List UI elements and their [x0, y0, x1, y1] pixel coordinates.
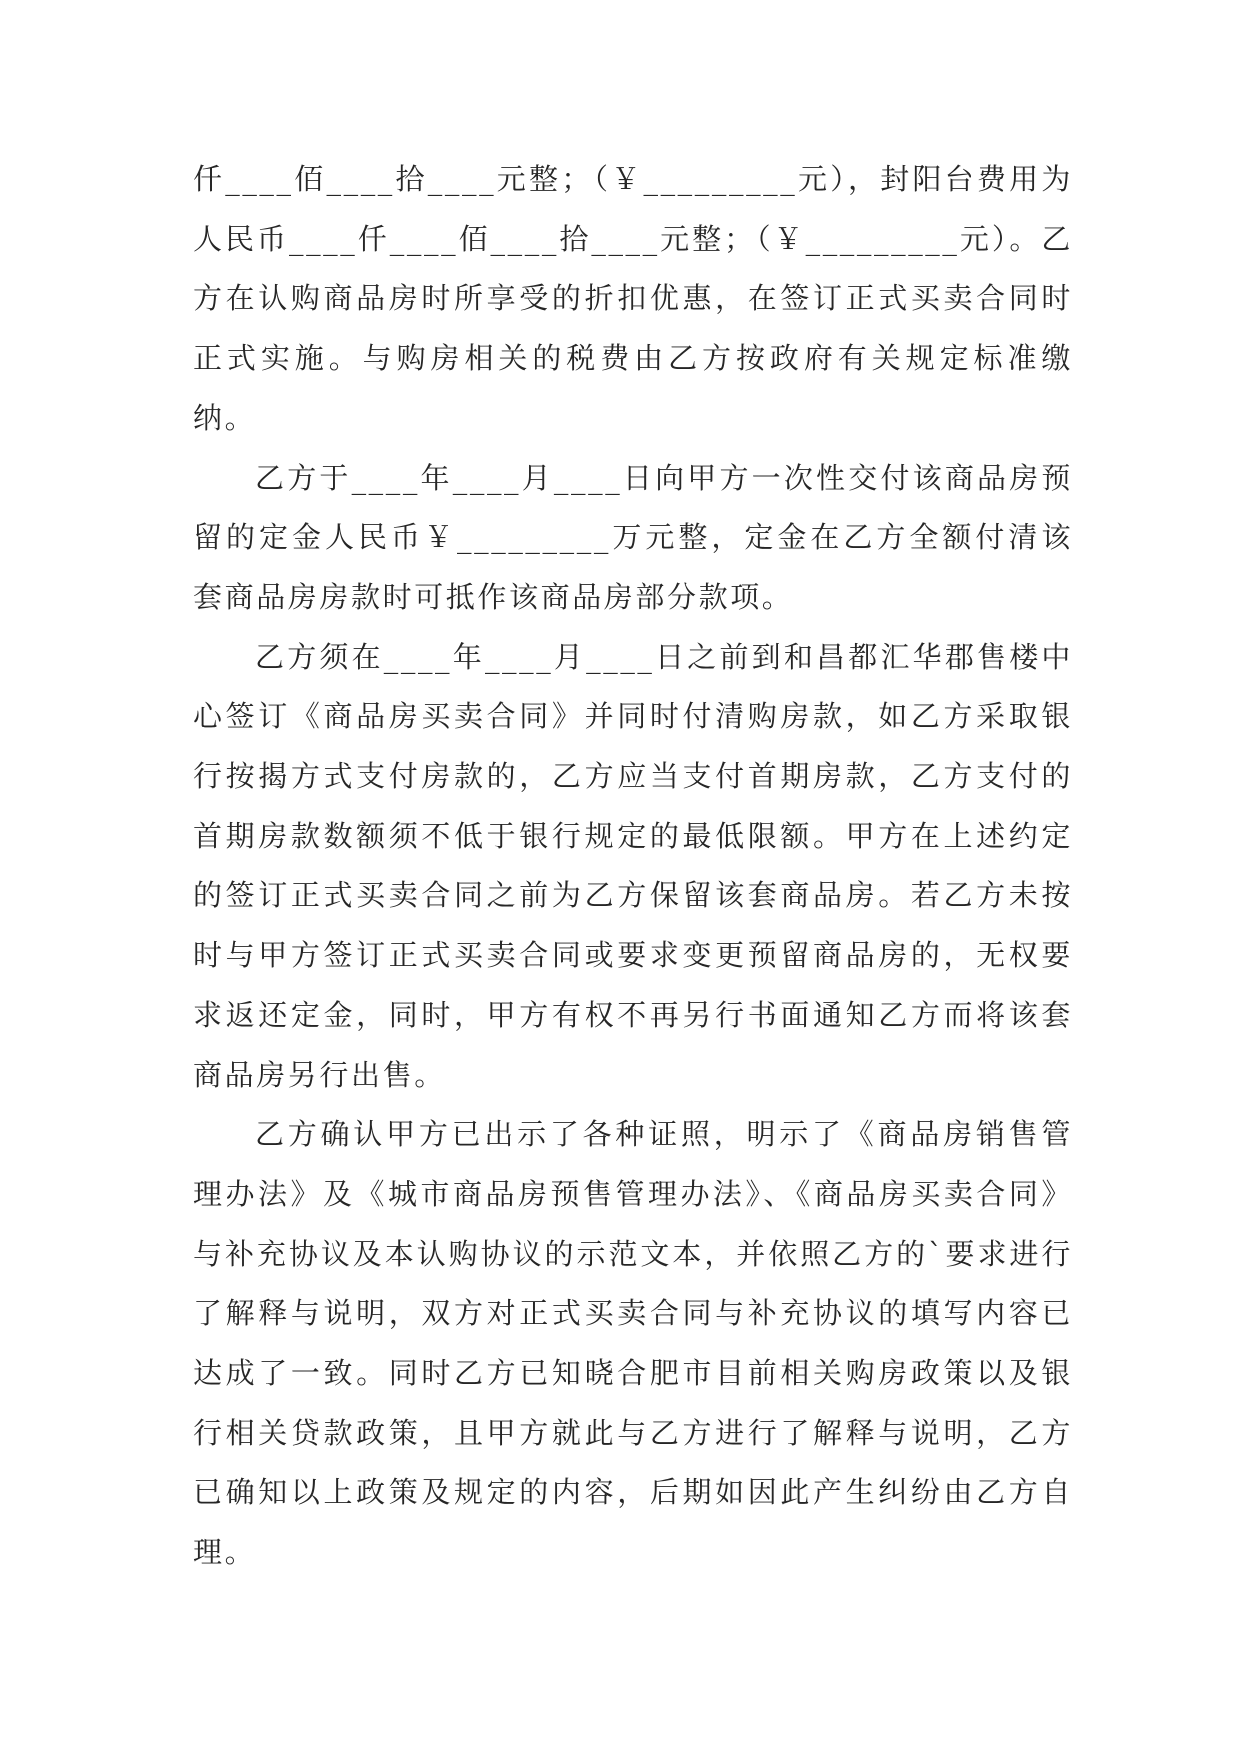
paragraph-price-continuation: 仟____佰____拾____元整；（￥_________元），封阳台费用为人民币____仟____佰____拾____元整；（￥_________元）。乙方在认购商品房时所享受的折扣优惠，在签订正式买卖合同时正式实施。与购房相关的税费由乙方按政府有关规定标准缴纳。 [193, 162, 1073, 435]
document-body [193, 150, 1073, 1583]
paragraph-buyer-confirmation: 乙方确认甲方已出示了各种证照，明示了《商品房销售管理办法》及《城市商品房预售管理办法》、《商品房买卖合同》与补充协议及本认购协议的示范文本，并依照乙方的`要求进行了解释与说明，双方对正式买卖合同与补充协议的填写内容已达成了一致。同时乙方已知晓合肥市目前相关购房政策以及银行相关贷款政策，且甲方就此与乙方进行了解释与说明，乙方已确知以上政策及规定的内容，后期如因此产生纠纷由乙方自理。 [193, 1117, 1073, 1570]
paragraph-contract-signing-deadline: 乙方须在____年____月____日之前到和昌都汇华郡售楼中心签订《商品房买卖合同》并同时付清购房款，如乙方采取银行按揭方式支付房款的，乙方应当支付首期房款，乙方支付的首期房款数额须不低于银行规定的最低限额。甲方在上述约定的签订正式买卖合同之前为乙方保留该套商品房。若乙方未按时与甲方签订正式买卖合同或要求变更预留商品房的，无权要求返还定金，同时，甲方有权不再另行书面通知乙方而将该套商品房另行出售。 [193, 639, 1073, 1092]
paragraph-deposit-payment: 乙方于____年____月____日向甲方一次性交付该商品房预留的定金人民币￥_________万元整，定金在乙方全额付清该套商品房房款时可抵作该商品房部分款项。 [193, 460, 1073, 614]
